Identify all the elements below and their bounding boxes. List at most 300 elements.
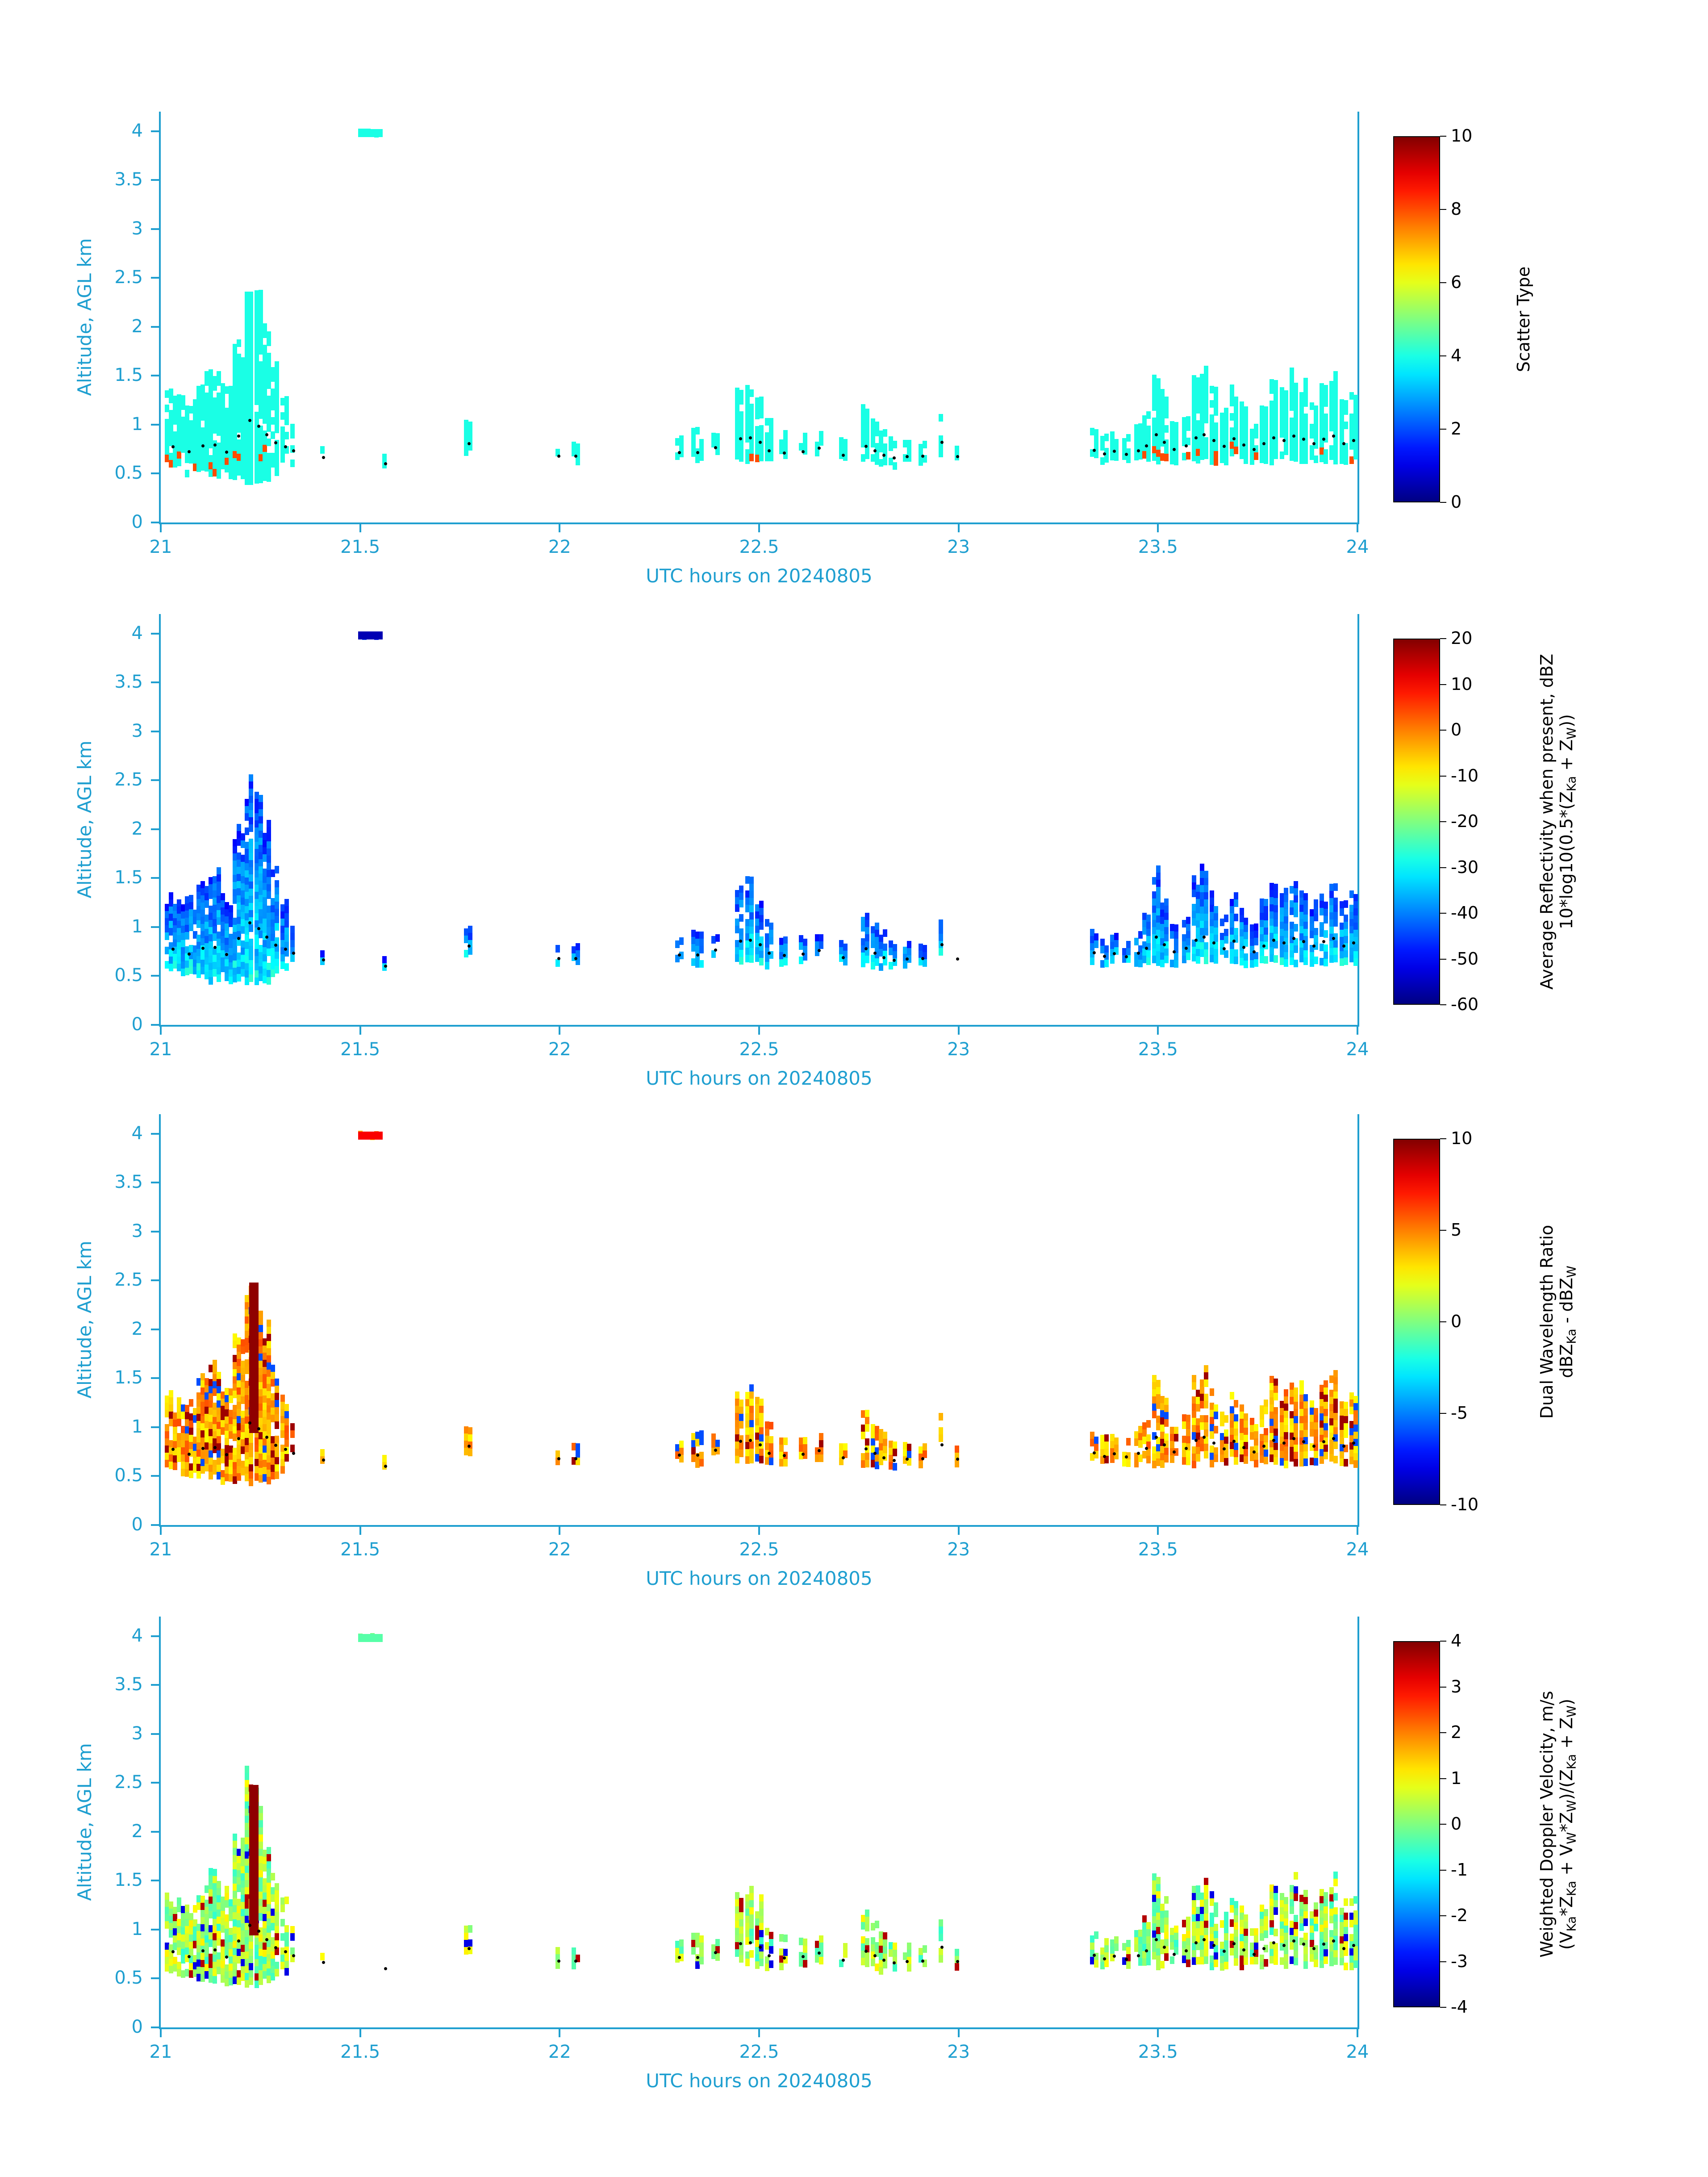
heatmap-cell bbox=[769, 1436, 773, 1444]
heatmap-cell bbox=[217, 1379, 221, 1387]
heatmap-cell bbox=[1303, 456, 1308, 464]
heatmap-cell bbox=[249, 392, 253, 399]
heatmap-cell bbox=[249, 781, 253, 789]
heatmap-cell bbox=[749, 919, 754, 927]
heatmap-cell bbox=[783, 1949, 788, 1956]
median-altitude-dot bbox=[1282, 941, 1286, 944]
heatmap-cell bbox=[749, 912, 754, 920]
colorbar-title-line-2: $10*\log 10(0.5*(Z_{Ka} + Z_W))$ bbox=[1557, 714, 1579, 929]
colorbar-tick bbox=[1440, 776, 1446, 777]
heatmap-cell bbox=[1344, 1423, 1348, 1431]
heatmap-cell bbox=[1333, 940, 1338, 948]
heatmap-cell bbox=[1254, 923, 1258, 931]
heatmap-cell bbox=[1186, 416, 1190, 424]
heatmap-cell bbox=[1344, 922, 1348, 929]
heatmap-cell bbox=[290, 1926, 295, 1934]
heatmap-cell bbox=[1264, 920, 1268, 928]
heatmap-cell bbox=[1174, 429, 1178, 437]
median-altitude-dot bbox=[749, 436, 752, 439]
heatmap-cell bbox=[275, 1386, 279, 1393]
heatmap-cell bbox=[1114, 439, 1119, 447]
heatmap-cell bbox=[893, 951, 897, 959]
heatmap-cell bbox=[1204, 373, 1208, 380]
heatmap-cell bbox=[254, 1290, 259, 1297]
heatmap-cell bbox=[1294, 1409, 1298, 1417]
median-altitude-dot bbox=[1137, 952, 1140, 955]
heatmap-cell bbox=[382, 956, 387, 964]
heatmap-cell bbox=[284, 963, 289, 971]
colorbar-tick bbox=[1440, 1824, 1446, 1825]
heatmap-cell bbox=[169, 1404, 173, 1412]
y-tick bbox=[151, 633, 161, 635]
colorbar-tick-label: 20 bbox=[1451, 628, 1473, 648]
heatmap-cell bbox=[739, 1450, 743, 1457]
median-altitude-dot bbox=[201, 947, 205, 950]
heatmap-cell bbox=[1164, 1455, 1169, 1462]
heatmap-cell bbox=[907, 1964, 911, 1972]
heatmap-cell bbox=[1224, 1415, 1228, 1423]
heatmap-cell bbox=[939, 1926, 943, 1934]
median-altitude-dot bbox=[265, 936, 268, 939]
heatmap-cell bbox=[320, 446, 325, 454]
heatmap-cell bbox=[1353, 423, 1358, 431]
heatmap-cell bbox=[249, 946, 253, 953]
heatmap-cell bbox=[1324, 421, 1328, 428]
colorbar-tick-label: 2 bbox=[1451, 419, 1462, 439]
colorbar-tick bbox=[1440, 429, 1446, 430]
heatmap-cell bbox=[1353, 958, 1358, 966]
heatmap-cell bbox=[783, 444, 788, 452]
heatmap-cell bbox=[759, 1406, 764, 1413]
heatmap-cell bbox=[1353, 901, 1358, 909]
heatmap-cell bbox=[843, 1950, 848, 1958]
heatmap-cell bbox=[1314, 899, 1318, 907]
median-altitude-dot bbox=[714, 1449, 717, 1452]
heatmap-cell bbox=[249, 384, 253, 392]
heatmap-cell bbox=[1164, 913, 1169, 920]
y-tick-label: 0 bbox=[131, 512, 143, 532]
heatmap-cell bbox=[1244, 925, 1248, 932]
heatmap-cell bbox=[249, 463, 253, 471]
heatmap-cell bbox=[1174, 436, 1178, 444]
heatmap-cell bbox=[1146, 1449, 1151, 1456]
median-altitude-dot bbox=[1262, 1947, 1265, 1950]
colorbar-title bbox=[1537, 1112, 1579, 1532]
heatmap-cell bbox=[1274, 1421, 1278, 1429]
median-altitude-dot bbox=[1203, 433, 1206, 436]
heatmap-cell bbox=[249, 824, 253, 832]
heatmap-cell bbox=[249, 967, 253, 975]
heatmap-cell bbox=[267, 841, 271, 849]
heatmap-cell bbox=[939, 1955, 943, 1963]
heatmap-cell bbox=[1314, 928, 1318, 936]
heatmap-cell bbox=[275, 1414, 279, 1422]
heatmap-cell bbox=[1234, 1958, 1238, 1966]
heatmap-cell bbox=[1274, 1407, 1278, 1415]
heatmap-cell bbox=[254, 1878, 259, 1885]
heatmap-cell bbox=[783, 1935, 788, 1942]
heatmap-cell bbox=[1274, 444, 1278, 452]
heatmap-cell bbox=[1204, 1914, 1208, 1921]
median-altitude-dot bbox=[1093, 951, 1096, 954]
heatmap-cell bbox=[739, 1948, 743, 1956]
heatmap-cell bbox=[1314, 427, 1318, 435]
heatmap-cell bbox=[865, 451, 869, 459]
heatmap-cell bbox=[1264, 956, 1268, 964]
x-tick bbox=[1357, 522, 1358, 532]
heatmap-cell bbox=[1254, 1957, 1258, 1964]
heatmap-cell bbox=[865, 920, 869, 928]
heatmap-cell bbox=[1224, 950, 1228, 958]
heatmap-cell bbox=[290, 933, 295, 940]
heatmap-cell bbox=[1254, 1460, 1258, 1467]
x-tick-label: 24 bbox=[1346, 1039, 1369, 1060]
y-tick bbox=[151, 779, 161, 781]
colorbar-tick bbox=[1440, 282, 1446, 283]
heatmap-cell bbox=[1294, 1387, 1298, 1395]
heatmap-cell bbox=[1164, 1925, 1169, 1932]
heatmap-cell bbox=[1104, 1434, 1109, 1442]
heatmap-cell bbox=[1254, 959, 1258, 967]
heatmap-cell bbox=[254, 1856, 259, 1864]
heatmap-cell bbox=[1146, 957, 1151, 965]
y-tick-label: 0.5 bbox=[114, 463, 143, 484]
heatmap-cell bbox=[1214, 1412, 1218, 1419]
heatmap-cell bbox=[259, 1820, 263, 1828]
heatmap-cell bbox=[1353, 430, 1358, 438]
heatmap-cell bbox=[1126, 948, 1131, 956]
heatmap-cell bbox=[739, 447, 743, 455]
heatmap-cell bbox=[1324, 1409, 1328, 1417]
heatmap-cell bbox=[249, 1970, 253, 1978]
x-tick bbox=[160, 1525, 162, 1535]
heatmap-cell bbox=[1264, 428, 1268, 435]
median-altitude-dot bbox=[1232, 1942, 1236, 1945]
heatmap-cell bbox=[679, 435, 684, 443]
heatmap-cell bbox=[1333, 1442, 1338, 1449]
heatmap-cell bbox=[189, 902, 193, 910]
heatmap-cell bbox=[1284, 1404, 1288, 1411]
heatmap-cell bbox=[1294, 1416, 1298, 1424]
heatmap-cell bbox=[739, 1905, 743, 1913]
heatmap-cell bbox=[249, 846, 253, 853]
heatmap-cell bbox=[1353, 908, 1358, 916]
heatmap-cell bbox=[1274, 919, 1278, 927]
x-tick bbox=[559, 1025, 560, 1035]
heatmap-cell bbox=[259, 1834, 263, 1842]
colorbar-frame bbox=[1393, 1641, 1440, 2007]
heatmap-cell bbox=[1204, 899, 1208, 907]
median-altitude-dot bbox=[1145, 1447, 1148, 1450]
heatmap-cell bbox=[1174, 458, 1178, 465]
heatmap-cell bbox=[290, 1423, 295, 1431]
heatmap-cell bbox=[1234, 1901, 1238, 1909]
heatmap-cell bbox=[1234, 404, 1238, 411]
median-altitude-dot bbox=[1232, 1440, 1236, 1443]
heatmap-cell bbox=[1234, 957, 1238, 964]
median-altitude-dot bbox=[1194, 1439, 1198, 1442]
heatmap-cell bbox=[1274, 1929, 1278, 1936]
heatmap-cell bbox=[1204, 892, 1208, 900]
heatmap-cell bbox=[275, 1393, 279, 1400]
heatmap-cell bbox=[1110, 431, 1115, 439]
heatmap-cell bbox=[1186, 1422, 1190, 1429]
median-altitude-dot bbox=[1194, 436, 1198, 439]
heatmap-cell bbox=[290, 1430, 295, 1438]
median-altitude-dot bbox=[468, 944, 471, 948]
heatmap-cell bbox=[1204, 949, 1208, 957]
x-tick bbox=[1357, 2027, 1358, 2037]
heatmap-cell bbox=[1192, 1375, 1196, 1383]
median-altitude-dot bbox=[882, 956, 885, 959]
median-altitude-dot bbox=[1137, 449, 1140, 452]
median-altitude-dot bbox=[188, 1453, 191, 1456]
heatmap-cell bbox=[1164, 404, 1169, 411]
heatmap-cell bbox=[249, 1450, 253, 1458]
heatmap-cell bbox=[739, 886, 743, 893]
colorbar-tick-label: 10 bbox=[1451, 674, 1473, 694]
median-altitude-dot bbox=[171, 445, 175, 448]
heatmap-cell bbox=[1090, 1943, 1094, 1950]
heatmap-cell bbox=[378, 1132, 383, 1140]
heatmap-cell bbox=[1324, 1387, 1328, 1395]
median-altitude-dot bbox=[1312, 442, 1315, 445]
heatmap-cell bbox=[165, 1431, 169, 1439]
heatmap-cell bbox=[249, 370, 253, 378]
heatmap-cell bbox=[1244, 406, 1248, 414]
heatmap-cell bbox=[739, 390, 743, 397]
y-tick bbox=[151, 522, 161, 523]
colorbar-tick-label: -10 bbox=[1451, 1495, 1479, 1514]
x-tick bbox=[758, 2027, 760, 2037]
heatmap-cell bbox=[1146, 1929, 1151, 1937]
median-altitude-dot bbox=[882, 454, 885, 457]
heatmap-cell bbox=[1094, 1931, 1098, 1939]
heatmap-cell bbox=[254, 1318, 259, 1326]
heatmap-cell bbox=[468, 1925, 472, 1933]
x-tick-label: 21.5 bbox=[340, 1539, 380, 1560]
heatmap-cell bbox=[284, 920, 289, 928]
colorbar-tick bbox=[1440, 502, 1446, 503]
heatmap-cell bbox=[378, 631, 383, 639]
heatmap-cell bbox=[267, 474, 271, 482]
heatmap-cell bbox=[249, 477, 253, 485]
heatmap-cell bbox=[749, 1399, 754, 1406]
heatmap-cell bbox=[759, 1951, 764, 1959]
heatmap-cell bbox=[907, 941, 911, 949]
heatmap-cell bbox=[1234, 447, 1238, 454]
median-altitude-dot bbox=[893, 959, 896, 962]
heatmap-cell bbox=[1204, 394, 1208, 402]
heatmap-cell bbox=[1344, 1402, 1348, 1409]
heatmap-cell bbox=[1333, 1406, 1338, 1413]
heatmap-cell bbox=[739, 426, 743, 433]
heatmap-cell bbox=[1164, 1419, 1169, 1427]
heatmap-cell bbox=[576, 458, 580, 465]
heatmap-cell bbox=[290, 940, 295, 948]
heatmap-cell bbox=[1146, 454, 1151, 462]
heatmap-cell bbox=[1303, 1394, 1308, 1402]
heatmap-cell bbox=[259, 1813, 263, 1821]
heatmap-cell bbox=[229, 905, 233, 913]
heatmap-cell bbox=[819, 1935, 823, 1943]
x-tick bbox=[160, 522, 162, 532]
median-altitude-dot bbox=[1253, 1450, 1256, 1454]
heatmap-cell bbox=[181, 395, 185, 403]
heatmap-cell bbox=[1224, 1962, 1228, 1969]
heatmap-cell bbox=[1224, 451, 1228, 458]
heatmap-cell bbox=[249, 974, 253, 982]
heatmap-cell bbox=[1303, 1933, 1308, 1940]
heatmap-cell bbox=[699, 939, 704, 946]
heatmap-cell bbox=[803, 433, 807, 440]
heatmap-cell bbox=[1156, 887, 1161, 894]
heatmap-cell bbox=[1274, 380, 1278, 388]
heatmap-cell bbox=[382, 1455, 387, 1462]
heatmap-cell bbox=[1303, 1458, 1308, 1466]
heatmap-cell bbox=[284, 1939, 289, 1947]
heatmap-cell bbox=[1324, 1423, 1328, 1431]
heatmap-cell bbox=[1192, 875, 1196, 883]
heatmap-cell bbox=[1284, 895, 1288, 903]
colorbar-tick bbox=[1440, 913, 1446, 914]
heatmap-cell bbox=[185, 932, 189, 940]
heatmap-cell bbox=[1254, 1943, 1258, 1950]
y-tick bbox=[151, 1329, 161, 1330]
heatmap-cell bbox=[1224, 408, 1228, 415]
heatmap-cell bbox=[1264, 928, 1268, 935]
heatmap-cell bbox=[254, 1340, 259, 1347]
heatmap-cell bbox=[1314, 935, 1318, 943]
heatmap-cell bbox=[1254, 431, 1258, 439]
heatmap-cell bbox=[275, 397, 279, 405]
heatmap-cell bbox=[284, 1440, 289, 1447]
right-spine bbox=[1357, 112, 1359, 522]
x-tick bbox=[758, 1025, 760, 1035]
y-tick-label: 1.5 bbox=[114, 1870, 143, 1891]
heatmap-cell bbox=[1114, 1936, 1119, 1944]
heatmap-cell bbox=[1264, 1428, 1268, 1436]
heatmap-cell bbox=[572, 1962, 576, 1969]
heatmap-cell bbox=[290, 1933, 295, 1941]
colorbar-tick-label: 6 bbox=[1451, 272, 1462, 292]
heatmap-cell bbox=[1156, 1380, 1161, 1387]
heatmap-cell bbox=[1240, 908, 1244, 915]
heatmap-cell bbox=[923, 945, 927, 953]
heatmap-cell bbox=[254, 1361, 259, 1369]
median-altitude-dot bbox=[225, 1956, 228, 1959]
median-altitude-dot bbox=[201, 1949, 205, 1952]
heatmap-cell bbox=[739, 1898, 743, 1905]
heatmap-cell bbox=[290, 424, 295, 431]
heatmap-cell bbox=[749, 1427, 754, 1435]
heatmap-cell bbox=[1314, 1917, 1318, 1924]
heatmap-cell bbox=[254, 1885, 259, 1893]
y-tick bbox=[151, 179, 161, 181]
heatmap-cell bbox=[1164, 1433, 1169, 1441]
heatmap-cell bbox=[749, 955, 754, 963]
colorbar-tick bbox=[1440, 355, 1446, 356]
heatmap-cell bbox=[1186, 423, 1190, 431]
heatmap-cell bbox=[254, 1828, 259, 1835]
heatmap-cell bbox=[1274, 898, 1278, 906]
plot-area bbox=[74, 112, 1369, 587]
heatmap-cell bbox=[249, 1443, 253, 1450]
heatmap-cell bbox=[1284, 1446, 1288, 1454]
heatmap-cell bbox=[893, 1463, 897, 1471]
heatmap-cell bbox=[267, 856, 271, 863]
heatmap-cell bbox=[275, 1436, 279, 1443]
heatmap-cell bbox=[1294, 404, 1298, 412]
heatmap-cell bbox=[1284, 397, 1288, 405]
heatmap-cell bbox=[275, 426, 279, 433]
heatmap-cell bbox=[769, 1458, 773, 1465]
heatmap-cell bbox=[1214, 1952, 1218, 1960]
colorbar bbox=[1393, 628, 1579, 1014]
heatmap-cell bbox=[259, 1827, 263, 1835]
y-tick bbox=[151, 1377, 161, 1379]
median-altitude-dot bbox=[1312, 944, 1315, 948]
heatmap-cell bbox=[803, 1960, 807, 1968]
heatmap-cell bbox=[1234, 928, 1238, 936]
heatmap-cell bbox=[1234, 899, 1238, 907]
heatmap-cell bbox=[699, 1950, 704, 1957]
heatmap-cell bbox=[1303, 1897, 1308, 1905]
heatmap-cell bbox=[739, 1400, 743, 1407]
heatmap-cell bbox=[883, 458, 887, 465]
colorbar-tick-label: 0 bbox=[1451, 1312, 1462, 1331]
heatmap-cell bbox=[1284, 1947, 1288, 1955]
heatmap-cell bbox=[1324, 385, 1328, 393]
heatmap-cell bbox=[1224, 436, 1228, 444]
heatmap-cell bbox=[1104, 434, 1109, 441]
heatmap-cell bbox=[1264, 456, 1268, 464]
heatmap-cell bbox=[1333, 1943, 1338, 1951]
heatmap-cell bbox=[1224, 1451, 1228, 1458]
y-tick-label: 1 bbox=[131, 414, 143, 435]
heatmap-cell bbox=[249, 839, 253, 846]
heatmap-cell bbox=[1303, 922, 1308, 929]
heatmap-cell bbox=[249, 924, 253, 932]
heatmap-cell bbox=[1094, 436, 1098, 444]
heatmap-cell bbox=[1214, 1454, 1218, 1462]
heatmap-cell bbox=[267, 410, 271, 418]
heatmap-cell bbox=[572, 1947, 576, 1955]
heatmap-cell bbox=[1244, 953, 1248, 961]
colorbar-tick-label: -50 bbox=[1451, 949, 1479, 969]
heatmap-cell bbox=[249, 896, 253, 903]
median-altitude-dot bbox=[906, 455, 909, 458]
heatmap-cell bbox=[769, 937, 773, 944]
colorbar-tick bbox=[1440, 1413, 1446, 1414]
heatmap-cell bbox=[1274, 1957, 1278, 1965]
heatmap-cell bbox=[1264, 906, 1268, 914]
median-altitude-dot bbox=[292, 1954, 295, 1957]
median-altitude-dot bbox=[1125, 1455, 1128, 1458]
heatmap-cell bbox=[1214, 422, 1218, 430]
heatmap-cell bbox=[865, 1460, 869, 1467]
heatmap-cell bbox=[209, 977, 213, 985]
heatmap-cell bbox=[865, 1960, 869, 1967]
heatmap-cell bbox=[1214, 949, 1218, 957]
median-altitude-dot bbox=[292, 1452, 295, 1455]
heatmap-cell bbox=[267, 360, 271, 368]
heatmap-cell bbox=[1333, 393, 1338, 400]
median-altitude-dot bbox=[873, 1954, 877, 1957]
heatmap-cell bbox=[1353, 445, 1358, 452]
heatmap-cell bbox=[1274, 1414, 1278, 1422]
heatmap-cell bbox=[865, 430, 869, 438]
